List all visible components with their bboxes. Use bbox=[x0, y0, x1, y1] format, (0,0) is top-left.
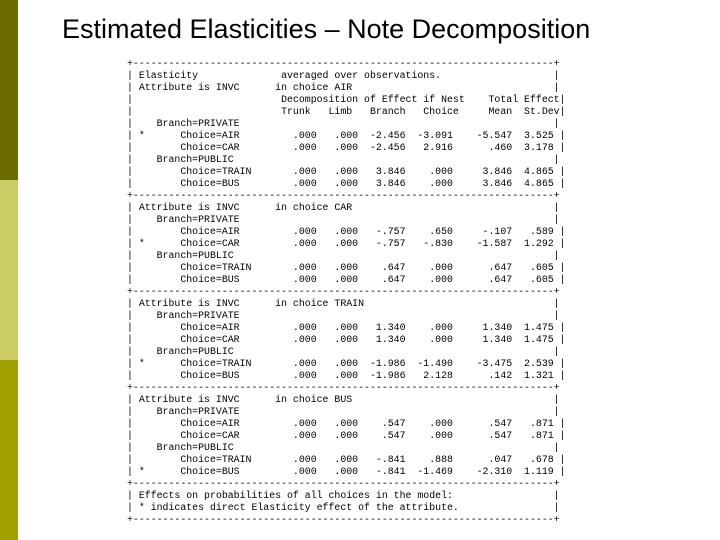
table-row: | Effects on probabilities of all choices in the model: | bbox=[127, 490, 560, 501]
table-row: | * Choice=BUS .000 .000 -.841 -1.469 -2.310 1.119 | bbox=[127, 466, 566, 477]
table-row: | Branch=PUBLIC | bbox=[127, 346, 560, 357]
table-row: | Choice=CAR .000 .000 .547 .000 .547 .871 | bbox=[127, 430, 566, 441]
table-row: | Choice=AIR .000 .000 1.340 .000 1.340 1.475 | bbox=[127, 322, 566, 333]
table-row: | * Choice=AIR .000 .000 -2.456 -3.091 -5.547 3.525 | bbox=[127, 130, 566, 141]
sidebar-accent-medium bbox=[0, 360, 18, 540]
table-row: | Branch=PUBLIC | bbox=[127, 442, 560, 453]
table-row: | Attribute is INVC in choice CAR | bbox=[127, 202, 560, 213]
table-row: | Branch=PUBLIC | bbox=[127, 154, 560, 165]
table-border-line: +-----------------------------------------------------------------------+ bbox=[127, 382, 560, 393]
table-row: | Elasticity averaged over observations. | bbox=[127, 70, 560, 81]
table-row: | Choice=CAR .000 .000 -2.456 2.916 .460 3.178 | bbox=[127, 142, 566, 153]
table-row: | Branch=PRIVATE | bbox=[127, 406, 560, 417]
table-row: | Branch=PRIVATE | bbox=[127, 310, 560, 321]
table-row: | Choice=TRAIN .000 .000 -.841 .888 .047 .678 | bbox=[127, 454, 566, 465]
table-row: | Branch=PUBLIC | bbox=[127, 250, 560, 261]
table-row: | * indicates direct Elasticity effect of the attribute. | bbox=[127, 502, 560, 513]
table-border-line: +-----------------------------------------------------------------------+ bbox=[127, 58, 560, 69]
table-row: | Choice=BUS .000 .000 -1.986 2.128 .142 1.321 | bbox=[127, 370, 566, 381]
table-row: | Choice=BUS .000 .000 3.846 .000 3.846 4.865 | bbox=[127, 178, 566, 189]
table-border-line: +-----------------------------------------------------------------------+ bbox=[127, 478, 560, 489]
table-row: | Attribute is INVC in choice AIR | bbox=[127, 82, 560, 93]
table-row: | Choice=TRAIN .000 .000 .647 .000 .647 .605 | bbox=[127, 262, 566, 273]
table-border-line: +-----------------------------------------------------------------------+ bbox=[127, 190, 560, 201]
table-border-line: +-----------------------------------------------------------------------+ bbox=[127, 286, 560, 297]
slide-title: Estimated Elasticities – Note Decomposition bbox=[62, 14, 591, 44]
table-row: | Choice=CAR .000 .000 1.340 .000 1.340 1.475 | bbox=[127, 334, 566, 345]
table-row: | * Choice=CAR .000 .000 -.757 -.830 -1.587 1.292 | bbox=[127, 238, 566, 249]
elasticity-output-table bbox=[127, 58, 566, 526]
table-row: | Attribute is INVC in choice TRAIN | bbox=[127, 298, 560, 309]
table-row: | Branch=PRIVATE | bbox=[127, 118, 560, 129]
table-border-line: +-----------------------------------------------------------------------+ bbox=[127, 514, 560, 525]
table-row: | Attribute is INVC in choice BUS | bbox=[127, 394, 560, 405]
table-row: | Choice=AIR .000 .000 .547 .000 .547 .871 | bbox=[127, 418, 566, 429]
sidebar-accent-light bbox=[0, 180, 18, 360]
table-row: | Decomposition of Effect if Nest Total Effect| bbox=[127, 94, 566, 105]
table-row: | Choice=BUS .000 .000 .647 .000 .647 .605 | bbox=[127, 274, 566, 285]
sidebar-accent-dark bbox=[0, 0, 18, 180]
table-row: | * Choice=TRAIN .000 .000 -1.986 -1.490 -3.475 2.539 | bbox=[127, 358, 566, 369]
table-row: | Choice=TRAIN .000 .000 3.846 .000 3.846 4.865 | bbox=[127, 166, 566, 177]
table-row: | Trunk Limb Branch Choice Mean St.Dev| bbox=[127, 106, 566, 117]
table-row: | Choice=AIR .000 .000 -.757 .650 -.107 .589 | bbox=[127, 226, 566, 237]
table-row: | Branch=PRIVATE | bbox=[127, 214, 560, 225]
